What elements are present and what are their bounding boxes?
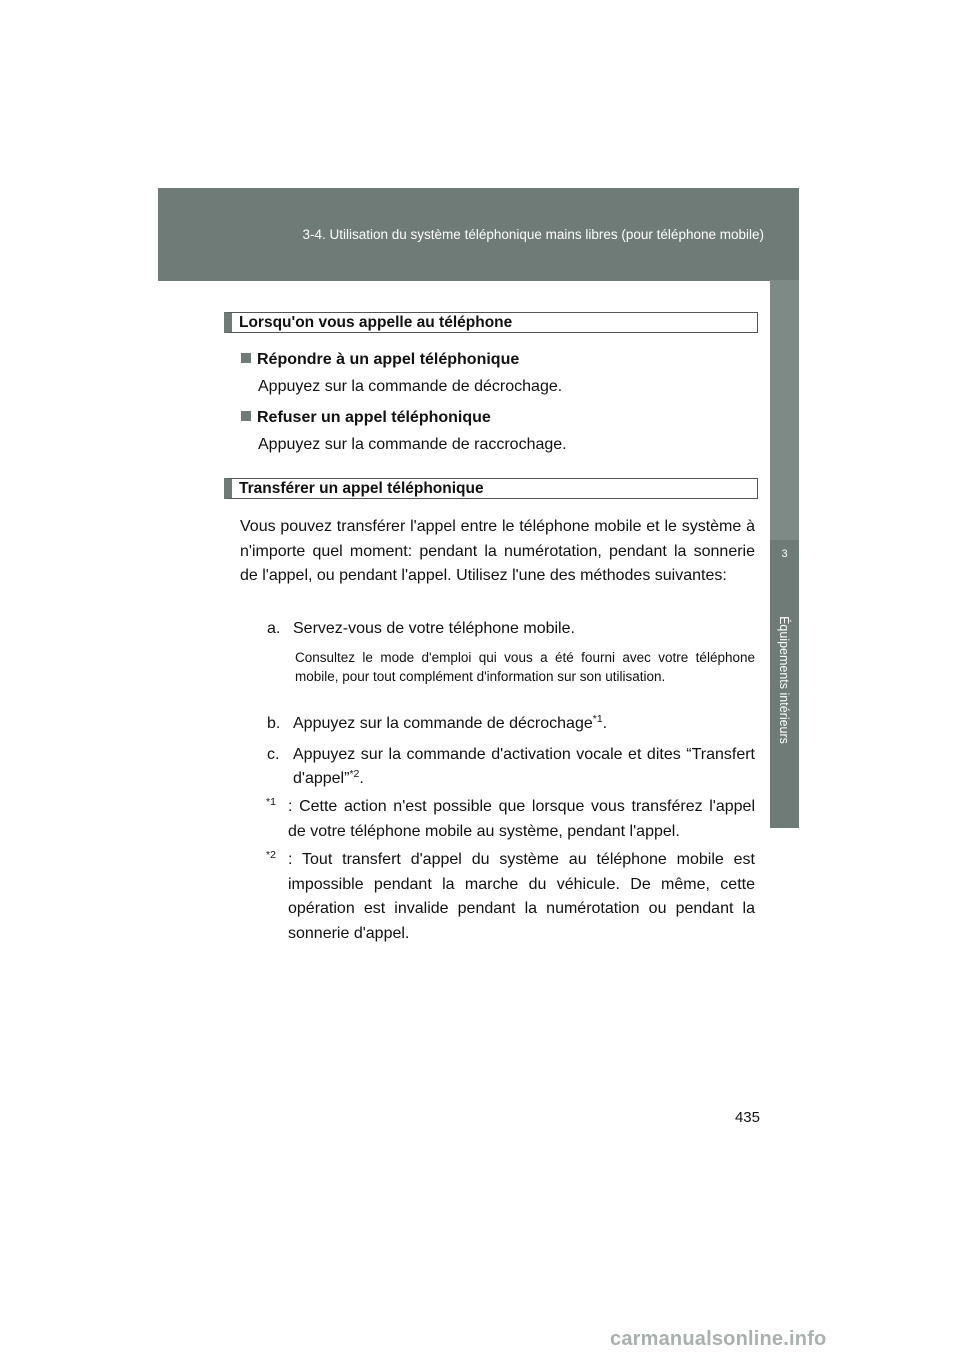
subheading-answer-call — [241, 351, 519, 369]
step-text: Appuyez sur la commande de décrochage — [293, 715, 593, 732]
footnote-ref: *2 — [349, 768, 360, 780]
step-letter: c. — [267, 746, 280, 763]
footnote-2 — [266, 848, 755, 946]
reject-call-text: Appuyez sur la commande de raccrochage. — [258, 436, 567, 453]
footnote-1 — [266, 795, 755, 844]
footnote-mark: *1 — [266, 796, 276, 808]
footnote-mark: *2 — [266, 849, 276, 861]
step-text: Servez-vous de votre téléphone mobile. — [293, 620, 575, 637]
step-b — [267, 712, 755, 736]
footnote-text: : Cette action n'est possible que lorsque vous transférez l'appel de votre téléphone mobile au système, pendant l'appel. — [288, 798, 755, 840]
chapter-title: 3-4. Utilisation du système téléphonique mains libres (pour téléphone mobile) — [302, 227, 764, 242]
chapter-label: Équipements intérieurs — [777, 616, 791, 744]
step-text: Appuyez sur la commande d'activation vocale et dites “Transfert d'appel” — [293, 746, 755, 787]
footnote-text: : Tout transfert d'appel du système au téléphone mobile est impossible pendant la marche du véhicule. De même, cette opération est invalide pendant la numérotation ou pendant la sonnerie d'appel. — [288, 851, 755, 942]
page-number: 435 — [734, 1109, 760, 1126]
answer-call-text: Appuyez sur la commande de décrochage. — [258, 378, 563, 395]
chapter-side-tab — [770, 280, 799, 828]
transfer-intro-paragraph: Vous pouvez transférer l'appel entre le téléphone mobile et le système à n'importe quel moment: pendant la numérotation, pendant la sonnerie de l'appel, ou pendant l'appel. Utilisez l'une des méthodes suivantes: — [240, 518, 755, 584]
footnote-ref: *1 — [592, 713, 603, 725]
subheading-text: Refuser un appel téléphonique — [257, 409, 491, 426]
section-title-transfer-call: Transférer un appel téléphonique — [224, 478, 758, 499]
chapter-number: 3 — [781, 548, 788, 560]
step-a-note: Consultez le mode d'emploi qui vous a été fourni avec votre téléphone mobile, pour tout complément d'information sur son utilisation. — [295, 650, 755, 684]
square-bullet-icon — [241, 411, 251, 421]
chapter-header — [158, 188, 799, 281]
section-title-incoming-call: Lorsqu'on vous appelle au téléphone — [224, 312, 758, 333]
subheading-reject-call — [241, 409, 491, 427]
subheading-text: Répondre à un appel téléphonique — [257, 351, 520, 368]
step-punct: . — [359, 770, 364, 787]
step-a — [267, 617, 755, 641]
square-bullet-icon — [241, 353, 251, 363]
side-tab-highlight — [770, 280, 799, 540]
step-letter: b. — [267, 715, 281, 732]
step-punct: . — [602, 715, 608, 732]
step-c — [267, 743, 755, 791]
watermark: carmanualsonline.info — [610, 1328, 827, 1350]
step-letter: a. — [267, 620, 281, 637]
